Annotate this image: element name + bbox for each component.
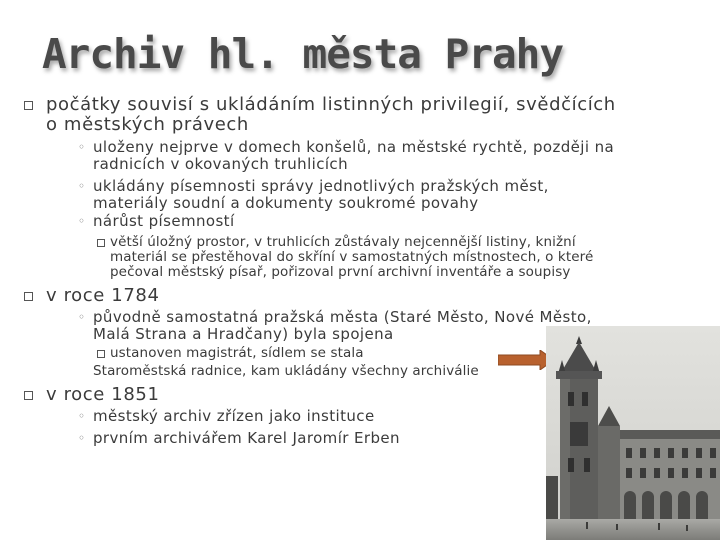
section-1-item-2-line-2: materiály soudní a dokumenty soukromé povahy — [93, 194, 479, 212]
checkbox-bullet-icon — [97, 239, 105, 247]
circle-bullet-icon: ◦ — [78, 214, 86, 228]
section-2-item-1-line-1: původně samostatná pražská města (Staré Město, Nové Město, — [93, 308, 592, 326]
circle-bullet-icon: ◦ — [78, 179, 86, 193]
section-1-item-3-line-1: nárůst písemností — [93, 212, 235, 230]
circle-bullet-icon: ◦ — [78, 310, 86, 324]
section-2-line-1: v roce 1784 — [46, 285, 160, 306]
section-2-subitem-line-1: ustanoven magistrát, sídlem se stala — [110, 345, 364, 361]
checkbox-bullet-icon — [24, 101, 33, 110]
section-1-item-1-line-1: uloženy nejprve v domech konšelů, na městské rychtě, později na — [93, 138, 615, 156]
section-3-item-1-line-1: městský archiv zřízen jako instituce — [93, 407, 375, 425]
circle-bullet-icon: ◦ — [78, 409, 86, 423]
circle-bullet-icon: ◦ — [78, 140, 86, 154]
section-1-subitem-line-2: materiál se přestěhoval do skříní v samostatných místnostech, o které — [110, 249, 594, 265]
old-town-hall-photo — [546, 326, 720, 540]
section-1-item-1-line-2: radnicích v okovaných truhlicích — [93, 155, 348, 173]
checkbox-bullet-icon — [24, 391, 33, 400]
section-3-item-2-line-1: prvním archivářem Karel Jaromír Erben — [93, 429, 400, 447]
section-2-subitem-line-2: Staroměstská radnice, kam ukládány všechny archiválie — [93, 363, 479, 379]
section-1-item-2-line-1: ukládány písemnosti správy jednotlivých pražských měst, — [93, 177, 549, 195]
checkbox-bullet-icon — [24, 292, 33, 301]
section-1-subitem-line-3: pečoval městský písař, pořizoval první archivní inventáře a soupisy — [110, 264, 571, 280]
checkbox-bullet-icon — [97, 350, 105, 358]
section-2-item-1-line-2: Malá Strana a Hradčany) byla spojena — [93, 325, 394, 343]
circle-bullet-icon: ◦ — [78, 431, 86, 445]
section-1-subitem-line-1: větší úložný prostor, v truhlicích zůstávaly nejcennější listiny, knižní — [110, 234, 576, 250]
section-1-line-1: počátky souvisí s ukládáním listinných privilegií, svědčících — [46, 94, 616, 115]
section-3-line-1: v roce 1851 — [46, 384, 160, 405]
section-1-line-2: o městských právech — [46, 114, 249, 135]
slide-title: Archiv hl. města Prahy — [42, 30, 564, 78]
